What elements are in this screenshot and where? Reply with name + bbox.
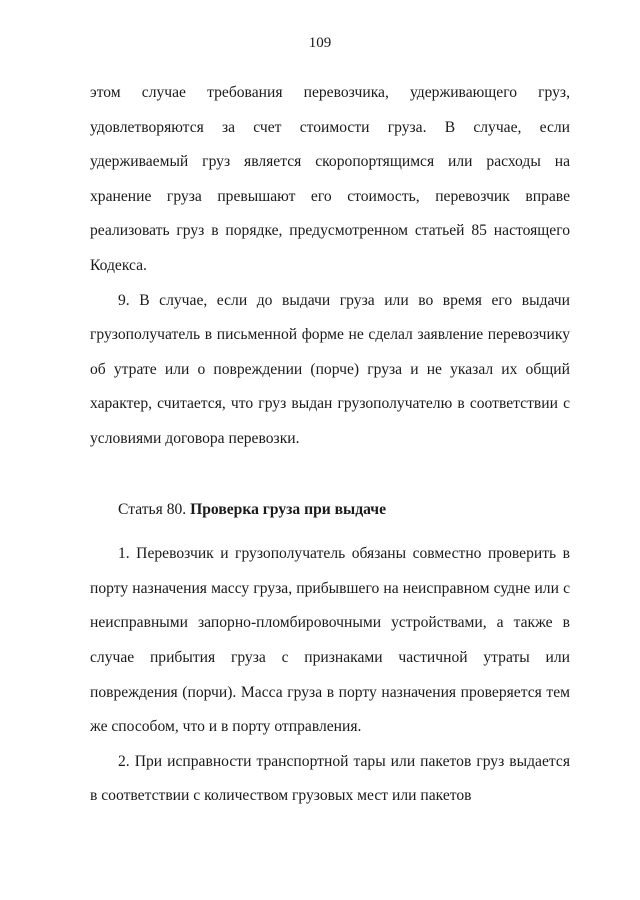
heading-spacer [90, 527, 570, 537]
paragraph-item-9: 9. В случае, если до выдачи груза или во время его выдачи грузополучатель в письменной форме не сделал заявление перевозчику об утрате или о повреждении (порче) груза и не указал их общий характер, считается, что груз выдан грузополучателю в соответствии с условиями договора перевозки. [90, 291, 570, 447]
article-title: Проверка груза при выдаче [190, 500, 387, 518]
paragraph-item-1: 1. Перевозчик и грузополучатель обязаны совместно проверить в порту назначения массу груза, прибывшего на неисправном судне или с неисправными запорно-пломбировочными устройствами, а также в случае прибытия груза с признаками частичной утраты или повреждения (порчи). Масса груза в порту назначения проверяется тем же способом, что и в порту отправления. [90, 545, 570, 736]
paragraph-item-2: 2. При исправности транспортной тары или пакетов груз выдается в соответствии с количеством грузовых мест или пакетов [90, 752, 570, 805]
section-spacer [90, 457, 570, 493]
article-label: Статья 80. [118, 500, 187, 518]
document-body [90, 76, 570, 814]
page-number: 109 [308, 35, 332, 51]
article-heading [90, 493, 570, 528]
paragraph-continuation: этом случае требования перевозчика, удерживающего груз, удовлетворяются за счет стоимости груза. В случае, если удерживаемый груз является скоропортящимся или расходы на хранение груза превышают его стоимость, перевозчик вправе реализовать груз в порядке, предусмотренном статьей 85 настоящего Кодекса. [90, 84, 570, 274]
